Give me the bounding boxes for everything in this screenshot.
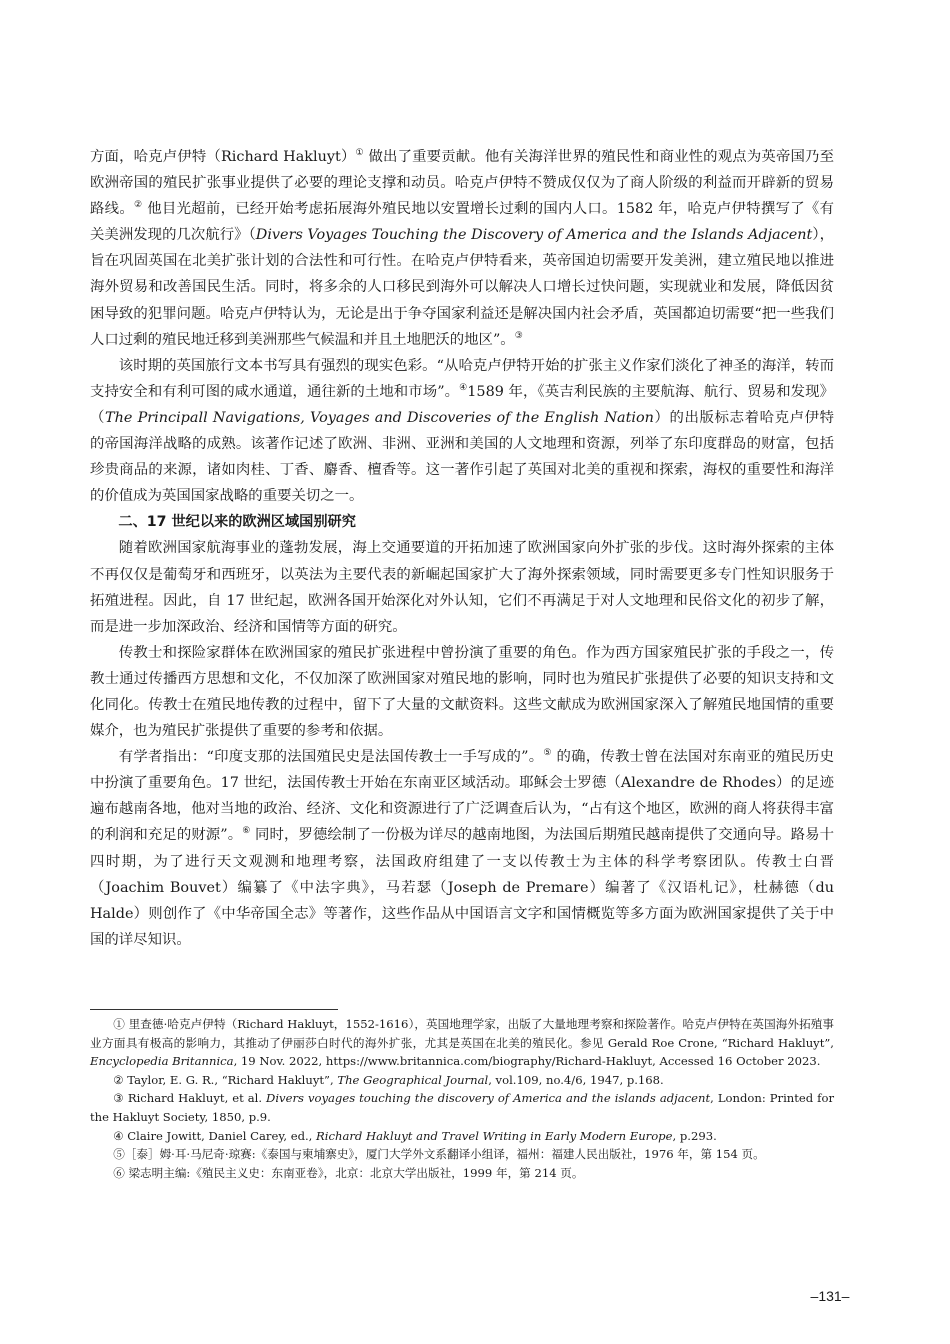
text-run: 1589 年，《英吉利民族的主要航海、航行、贸易和发现》（ <box>90 383 835 426</box>
paragraph-hakluyt <box>90 144 834 353</box>
footnote-1 <box>90 1015 834 1071</box>
text-run: , 19 Nov. 2022, https://www.britannica.com/biography/Richard-Hakluyt, Accessed 16 October 2023. <box>233 1054 821 1069</box>
footnote-ref-1[interactable]: ① <box>355 148 364 158</box>
paragraph-travel-writing <box>90 353 834 510</box>
footnote-3 <box>90 1089 834 1126</box>
text-run: 有学者指出：“印度支那的法国殖民史是法国传教士一手写成的”。 <box>118 749 544 766</box>
footnote-2 <box>90 1071 834 1090</box>
source-title: Encyclopedia Britannica <box>90 1054 234 1069</box>
footnote-ref-5[interactable]: ⑤ <box>543 748 552 759</box>
text-run: ）的出版标志着哈克卢伊特的帝国海洋战略的成熟。该著作记述了欧洲、非洲、亚洲和美国的人文地理和资源，列举了东印度群岛的财富，包括珍贵商品的来源，诸如肉桂、丁香、麝香、檀香等。这一著作引起了英国对北美的重视和探索，海权的重要性和海洋的价值成为英国国家战略的重要关切之一。 <box>90 409 834 505</box>
text-run: ），旨在巩固英国在北美扩张计划的合法性和可行性。在哈克卢伊特看来，英帝国迫切需要开发美洲，建立殖民地以推进海外贸易和改善国民生活。同时，将多余的人口移民到海外可以解决人口增长过快问题，实现就业和发展，降低因贫困导致的犯罪问题。哈克卢伊特认为，无论是出于争夺国家利益还是解决国内社会矛盾，英国都迫切需要“把一些我们人口过剩的殖民地迁移到美洲那些气候温和并且土地肥沃的地区”。 <box>90 227 834 348</box>
text-run: , p.293. <box>672 1128 717 1143</box>
paragraph-french-missionaries <box>90 744 834 953</box>
book-title-divers-voyages: Divers Voyages Touching the Discovery of America and the Islands Adjacent <box>255 227 813 244</box>
paragraph-expansion: 随着欧洲国家航海事业的蓬勃发展，海上交通要道的开拓加速了欧洲国家向外扩张的步伐。这时海外探索的主体不再仅仅是葡萄牙和西班牙，以英法为主要代表的新崛起国家扩大了海外探索领域，同时需要更多专门性知识服务于拓殖进程。因此，自 17 世纪起，欧洲各国开始深化对外认知，它们不再满足于对人文地理和民俗文化的初步了解，而是进一步加深政治、经济和国情等方面的研究。 <box>90 540 834 635</box>
page-number: –131– <box>810 1288 850 1304</box>
source-title: Richard Hakluyt and Travel Writing in Early Modern Europe <box>316 1128 673 1143</box>
footnotes <box>90 1015 834 1182</box>
book-title-principall-navigations: The Principall Navigations, Voyages and Discoveries of the English Nation <box>105 409 654 426</box>
footnote-divider <box>90 1009 338 1010</box>
text-run: ④ Claire Jowitt, Daniel Carey, ed., <box>113 1128 317 1143</box>
footnote-4 <box>90 1127 834 1146</box>
footnote-5: ⑤［泰］姆·耳·马尼奇·琼赛:《泰国与柬埔寨史》，厦门大学外文系翻译小组译，福州：福建人民出版社，1976 年，第 154 页。 <box>113 1147 765 1162</box>
text-run: , vol.109, no.4/6, 1947, p.168. <box>488 1072 664 1087</box>
footnote-ref-6[interactable]: ⑥ <box>242 826 251 837</box>
text-run: 他目光超前，已经开始考虑拓展海外殖民地以安置增长过剩的国内人口。1582 年，哈克卢伊特撰写了《有关美洲发现的几次航行》（ <box>90 201 834 244</box>
text-run: ① 里查德·哈克卢伊特（Richard Hakluyt，1552-1616），英国地理学家，出版了大量地理考察和探险著作。哈克卢伊特在英国海外拓殖事业方面具有极高的影响力，其推动了伊丽莎白时代的海外扩张，尤其是英国在北美的殖民化。参见 Gerald Roe Crone, “Richard Hakluyt”, <box>90 1017 834 1050</box>
source-title: The Geographical Journal <box>337 1072 489 1087</box>
footnote-6: ⑥ 梁志明主编:《殖民主义史：东南亚卷》，北京：北京大学出版社，1999 年，第 214 页。 <box>113 1165 584 1180</box>
paragraph-missionaries: 传教士和探险家群体在欧洲国家的殖民扩张进程中曾扮演了重要的角色。作为西方国家殖民扩张的手段之一，传教士通过传播西方思想和文化，不仅加深了欧洲国家对殖民地的影响，同时也为殖民扩张提供了必要的知识支持和文化同化。传教士在殖民地传教的过程中，留下了大量的文献资料。这些文献成为欧洲国家深入了解殖民地国情的重要媒介，也为殖民扩张提供了重要的参考和依据。 <box>90 644 834 740</box>
text-run: , London: Printed for the Hakluyt Society, 1850, p.9. <box>90 1091 834 1124</box>
text-run: 方面，哈克卢伊特（Richard Hakluyt） <box>90 149 356 165</box>
text-run: 同时，罗德绘制了一份极为详尽的越南地图，为法国后期殖民越南提供了交通向导。路易十四时期，为了进行天文观测和地理考察，法国政府组建了一支以传教士为主体的科学考察团队。传教士白晋（Joachim Bouvet）编纂了《中法字典》，马若瑟（Joseph de Premare）编著了《汉语札记》，杜赫德（du Halde）则创作了《中华帝国全志》等著作，这些作品从中国语言文字和国情概览等多方面为欧洲国家提供了关于中国的详尽知识。 <box>90 827 835 948</box>
text-run: 的确，传教士曾在法国对东南亚的殖民历史中扮演了重要角色。17 世纪，法国传教士开始在东南亚区域活动。耶稣会士罗德（Alexandre de Rhodes）的足迹遍布越南各地，他对当地的政治、经济、文化和资源进行了广泛调查后认为，“占有这个地区，欧洲的商人将获得丰富的利润和充足的财源”。 <box>90 749 835 844</box>
footnote-ref-3[interactable]: ③ <box>514 330 523 341</box>
text-run: ② Taylor, E. G. R., “Richard Hakluyt”, <box>113 1072 338 1087</box>
text-run: 做出了重要贡献。他有关海洋世界的殖民性和商业性的观点为英帝国乃至欧洲帝国的殖民扩张事业提供了必要的理论支撑和动员。哈克卢伊特不赞成仅仅为了商人阶级的利益而开辟新的贸易路线。 <box>90 149 834 218</box>
footnote-ref-2[interactable]: ② <box>134 200 143 211</box>
source-title: Divers voyages touching the discovery of America and the islands adjacent <box>266 1091 711 1106</box>
section-heading: 二、17 世纪以来的欧洲区域国别研究 <box>118 514 356 531</box>
main-text <box>90 144 834 953</box>
footnote-ref-4[interactable]: ④ <box>459 382 468 393</box>
text-run: ③ Richard Hakluyt, et al. <box>113 1091 267 1106</box>
text-run: 该时期的英国旅行文本书写具有强烈的现实色彩。“从哈克卢伊特开始的扩张主义作家们淡化了神圣的海洋，转而支持安全和有利可图的咸水通道，通往新的土地和市场”。 <box>90 357 834 400</box>
